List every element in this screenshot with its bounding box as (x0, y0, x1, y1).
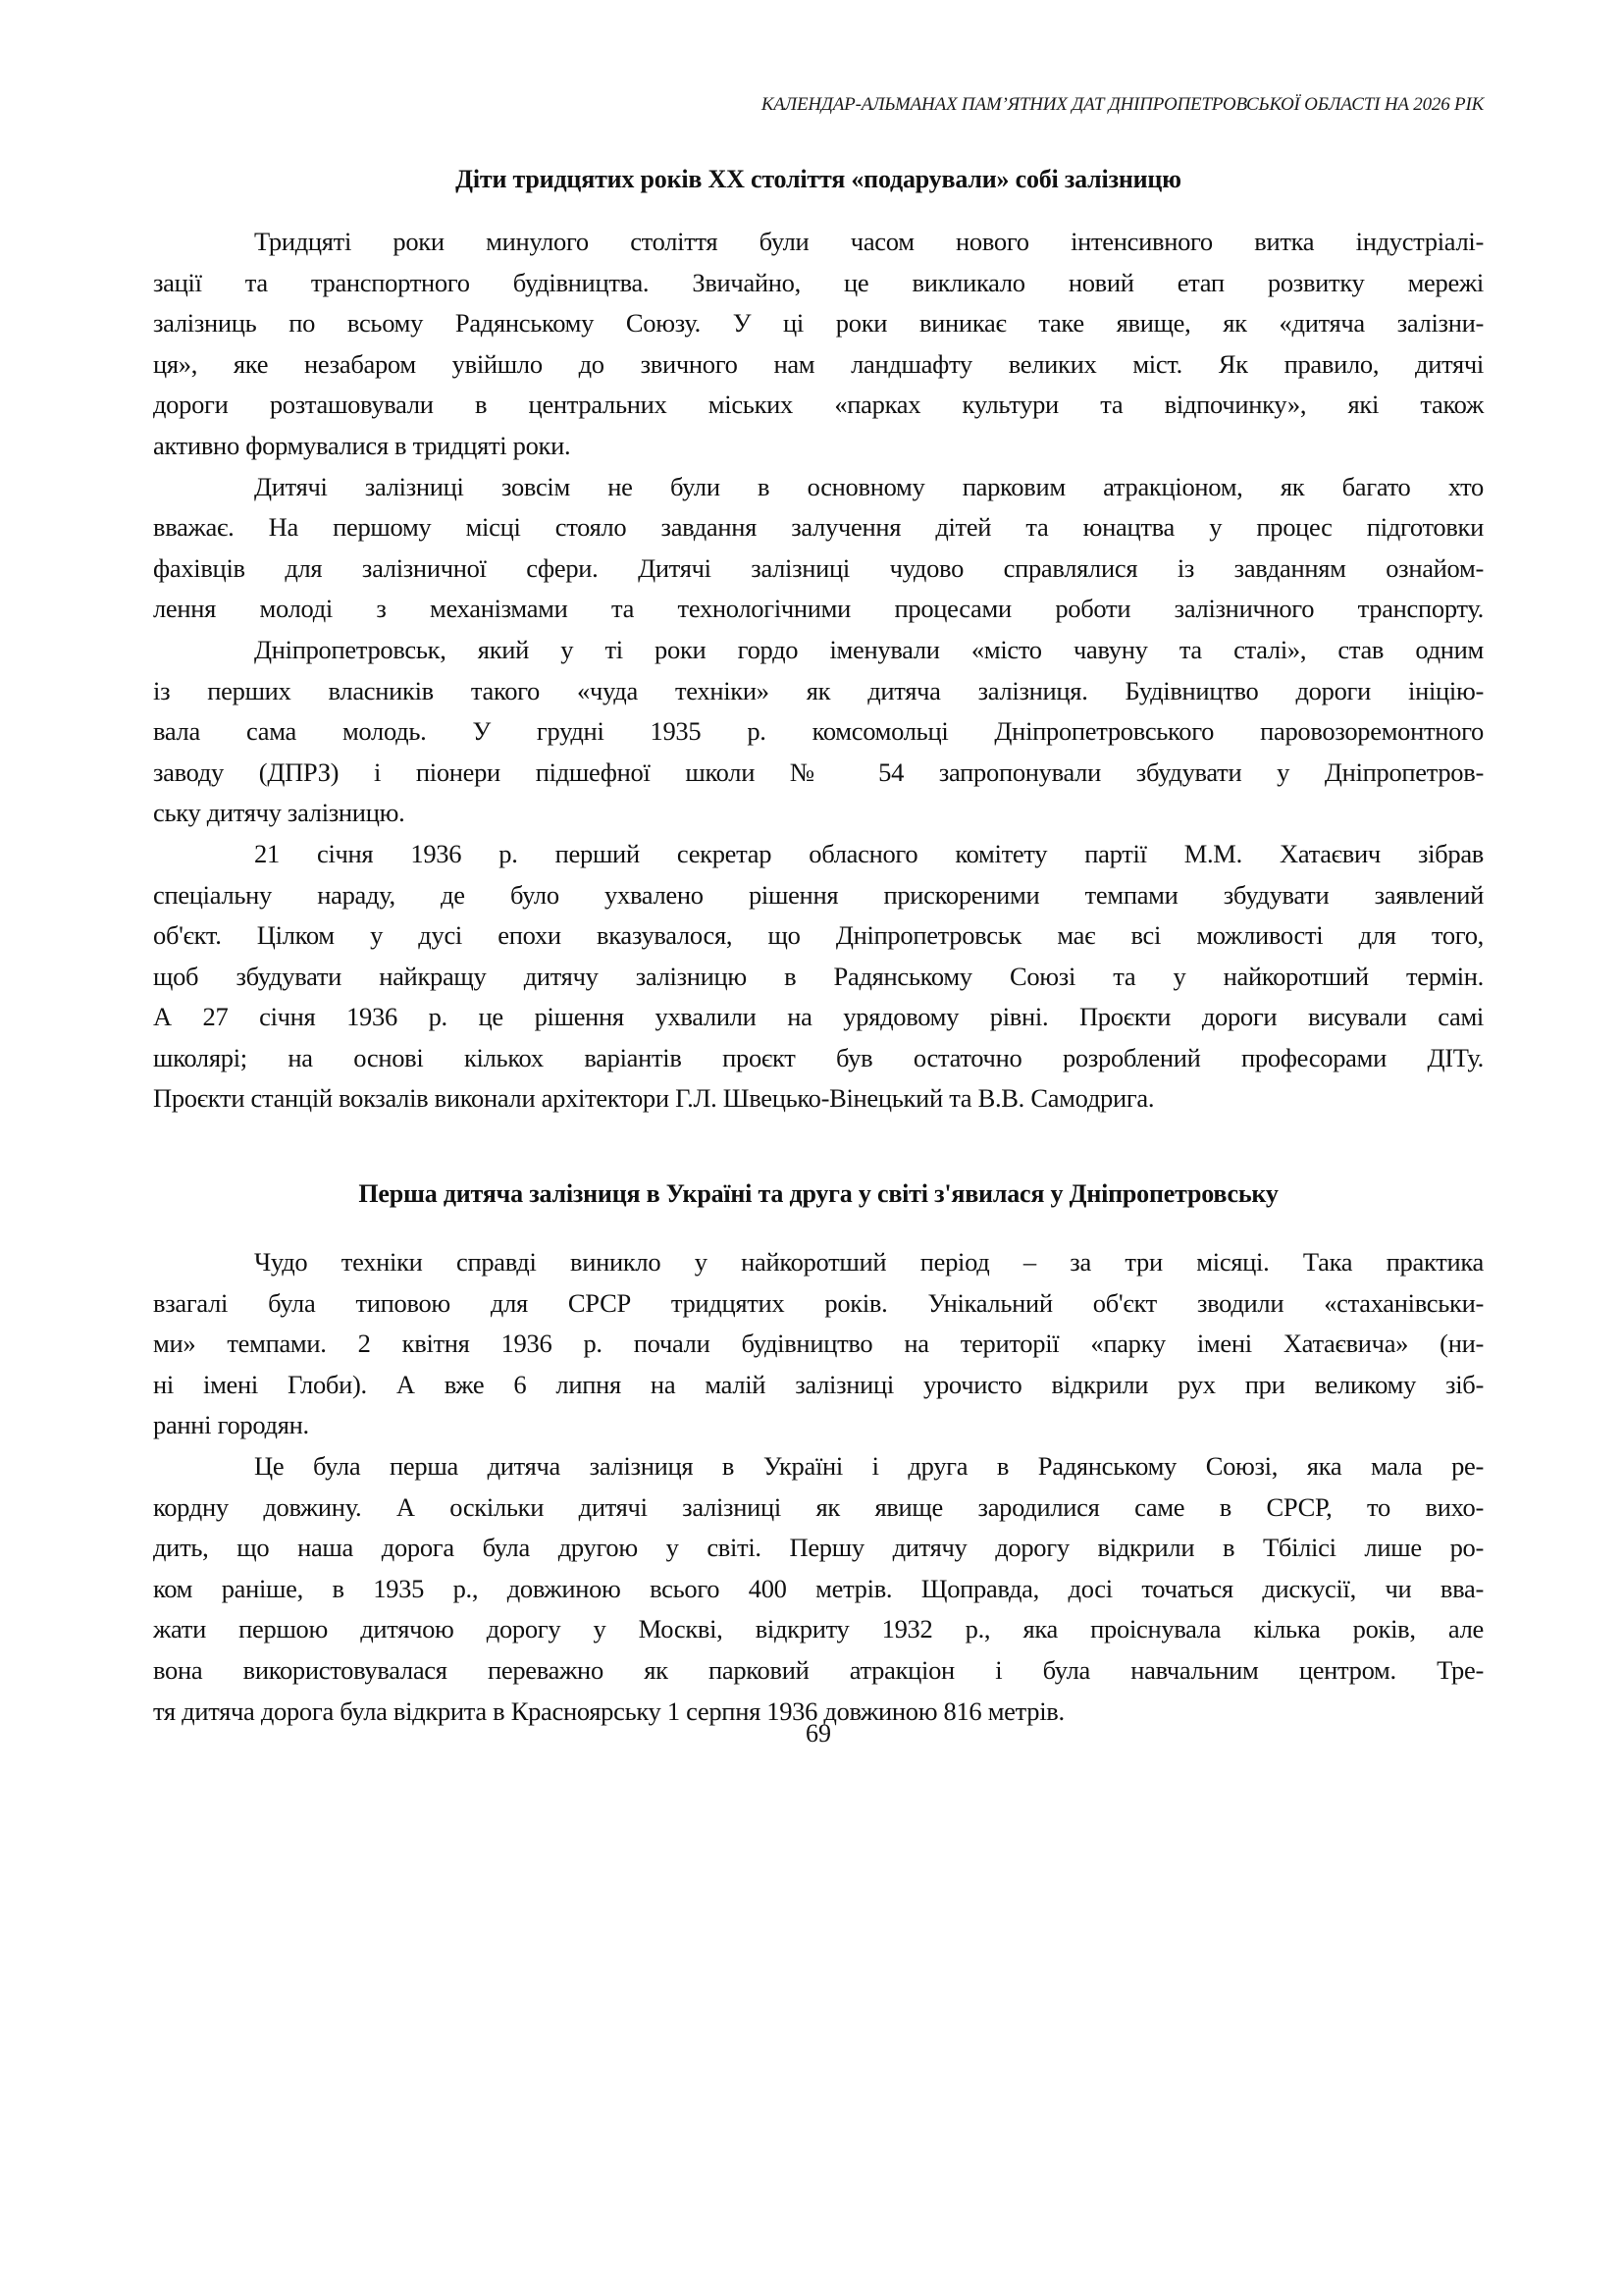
text-line: школярі; на основі кількох варіантів проєкт був остаточно розроблений професорами ДІТу. (153, 1042, 1484, 1072)
text-line: спеціальну нараду, де було ухвалено рішення прискореними темпами збудувати заявлений (153, 879, 1484, 910)
text-line: лення молоді з механізмами та технологічними процесами роботи залізничного транспорту. (153, 594, 1484, 624)
text-line: ми» темпами. 2 квітня 1936 р. почали будівництво на території «парку імені Хатаєвича» (ни- (153, 1329, 1484, 1359)
text-line: об'єкт. Цілком у дусі епохи вказувалося, що Дніпропетровськ має всі можливості для того, (153, 920, 1484, 951)
text-line: вважає. На першому місці стояло завдання залучення дітей та юнацтва у процес підготовки (153, 512, 1484, 543)
text-line: 21 січня 1936 р. перший секретар обласного комітету партії М.М. Хатаєвич зібрав (254, 838, 1484, 868)
text-line: ця», яке незабаром увійшло до звичного нам ландшафту великих міст. Як правило, дитячі (153, 348, 1484, 379)
text-line: дить, що наша дорога була другою у світі. Першу дитячу дорогу відкрили в Тбілісі лише ро- (153, 1533, 1484, 1563)
text-line: вала сама молодь. У грудні 1935 р. комсомольці Дніпропетровського паровозоремонтного (153, 716, 1484, 747)
section-body-1 (153, 222, 1484, 1120)
text-line: кордну довжину. А оскільки дитячі залізниці як явище зародилися саме в СРСР, то вихо- (153, 1491, 1484, 1522)
text-line: фахівців для залізничної сфери. Дитячі залізниці чудово справлялися із завданням ознайом- (153, 552, 1484, 583)
text-line: вона використовувалася переважно як парковий атракціон і була навчальним центром. Тре- (153, 1654, 1484, 1685)
paragraph (153, 630, 1484, 834)
text-line: дороги розташовували в центральних міських «парках культури та відпочинку», які також (153, 390, 1484, 420)
paragraph (153, 222, 1484, 467)
text-line: ську дитячу залізницю. (153, 798, 405, 828)
text-line: Це була перша дитяча залізниця в Україні і друга в Радянському Союзі, яка мала ре- (254, 1450, 1484, 1481)
paragraph (153, 467, 1484, 630)
text-line: ком раніше, в 1935 р., довжиною всього 400 метрів. Щоправда, досі точаться дискусії, чи вва- (153, 1573, 1484, 1603)
text-line: Дніпропетровськ, який у ті роки гордо іменували «місто чавуну та сталі», став одним (254, 634, 1484, 664)
text-line: жати першою дитячою дорогу у Москві, відкриту 1932 р., яка проіснувала кілька років, але (153, 1614, 1484, 1644)
paragraph (153, 1242, 1484, 1446)
section-title-first-in-ukraine: Перша дитяча залізниця в Україні та друга у світі з'явилася у Дніпропетровську (358, 1178, 1279, 1208)
text-line: Дитячі залізниці зовсім не були в основному парковим атракціоном, як багато хто (254, 471, 1484, 501)
text-line: ранні городян. (153, 1410, 309, 1440)
text-line: Чудо техніки справді виникло у найкоротший період – за три місяці. Така практика (254, 1247, 1484, 1277)
text-line: тя дитяча дорога була відкрита в Красноярську 1 серпня 1936 довжиною 816 метрів. (153, 1695, 1065, 1726)
text-line: зації та транспортного будівництва. Звичайно, це викликало новий етап розвитку мережі (153, 267, 1484, 297)
page-number: 69 (806, 1719, 831, 1747)
paragraph (153, 834, 1484, 1120)
text-line: взагалі була типовою для СРСР тридцятих років. Унікальний об'єкт зводили «стаханівськи- (153, 1287, 1484, 1318)
section-body-2 (153, 1242, 1484, 1732)
text-line: заводу (ДПРЗ) і піонери підшефної школи № 54 запропонували збудувати у Дніпропетров- (153, 756, 1484, 787)
text-line: Проєкти станцій вокзалів виконали архітектори Г.Л. Швецько-Вінецький та В.В. Самодрига. (153, 1083, 1155, 1114)
section-title-children-railway: Діти тридцятих років ХХ століття «подарували» собі залізницю (455, 164, 1181, 193)
running-header: КАЛЕНДАР-АЛЬМАНАХ ПАМ’ЯТНИХ ДАТ ДНІПРОПЕТРОВСЬКОЇ ОБЛАСТІ НА 2026 РІК (760, 94, 1484, 115)
text-line: Тридцяті роки минулого століття були часом нового інтенсивного витка індустріалі- (254, 227, 1484, 256)
text-line: залізниць по всьому Радянському Союзу. У ці роки виникає таке явище, як «дитяча залізни- (153, 308, 1484, 339)
text-line: ні імені Глоби). А вже 6 липня на малій залізниці урочисто відкрили рух при великому зіб- (153, 1369, 1484, 1399)
paragraph (153, 1446, 1484, 1732)
text-line: А 27 січня 1936 р. це рішення ухвалили на урядовому рівні. Проєкти дороги висували самі (153, 1002, 1484, 1032)
text-line: активно формувалися в тридцяті роки. (153, 430, 571, 460)
text-line: із перших власників такого «чуда техніки» як дитяча залізниця. Будівництво дороги ініцію- (153, 675, 1484, 705)
text-line: щоб збудувати найкращу дитячу залізницю в Радянському Союзі та у найкоротший термін. (153, 961, 1484, 991)
